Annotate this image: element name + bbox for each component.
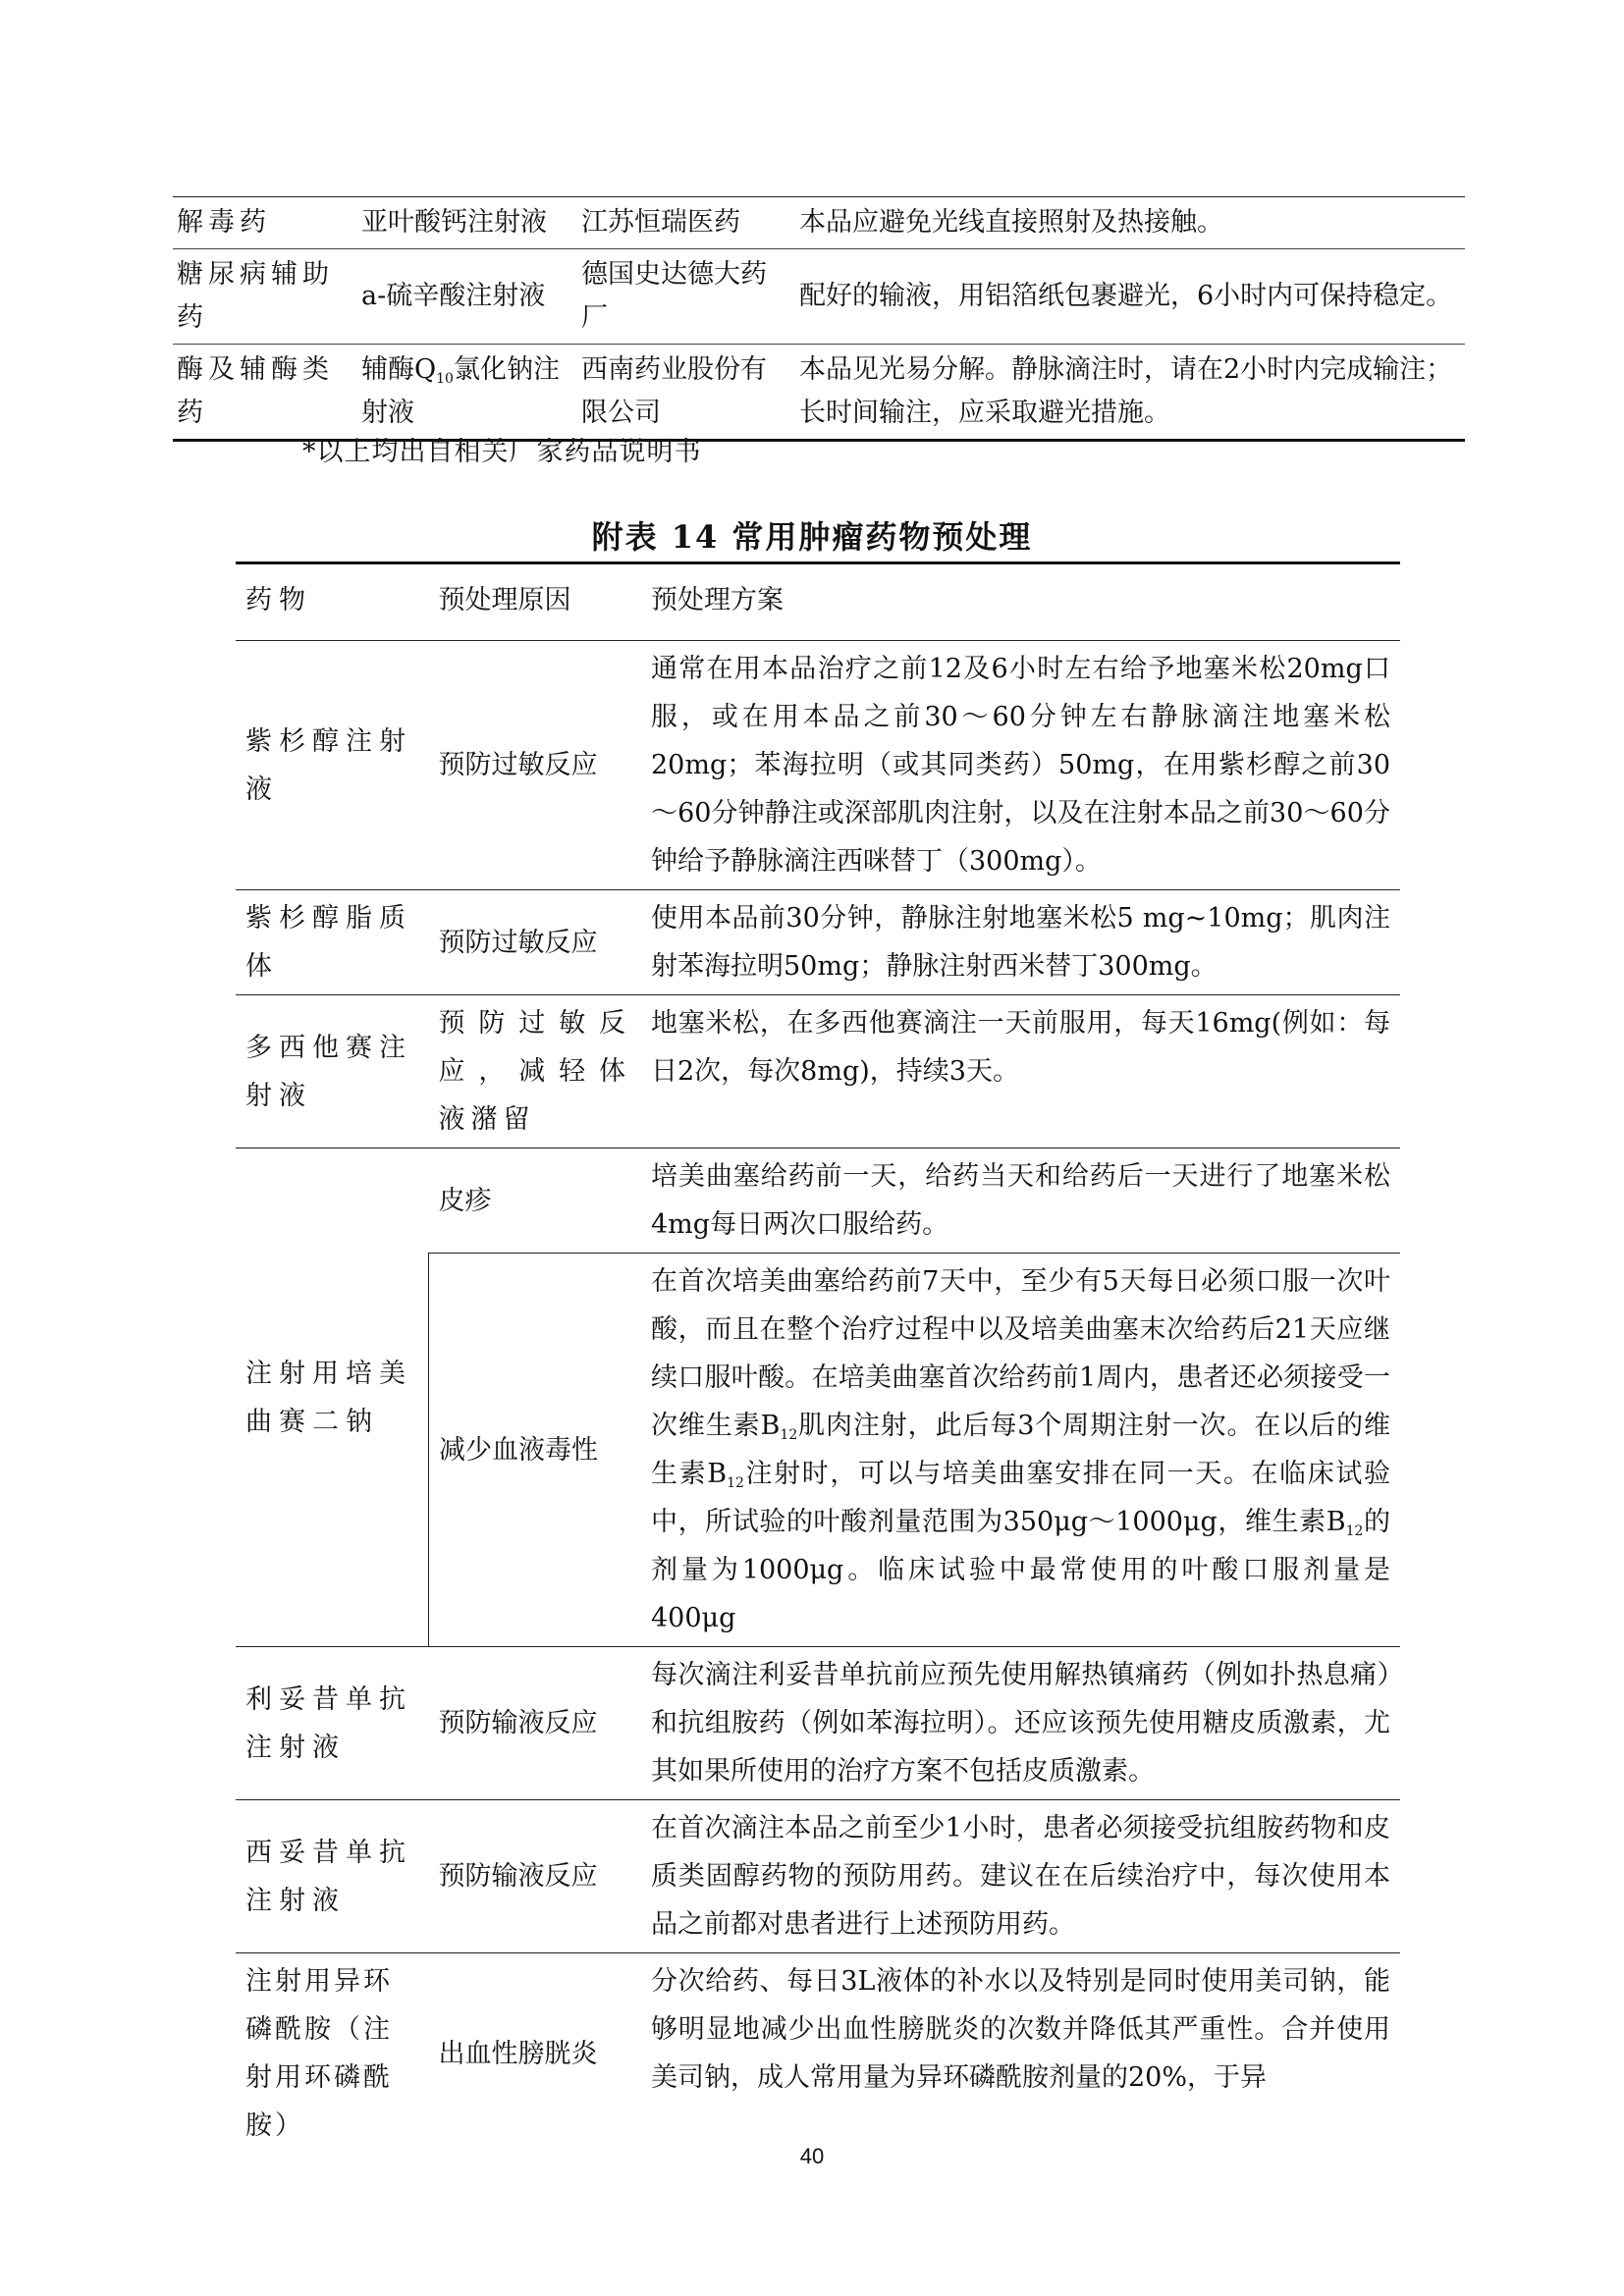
plan-cell: 在首次滴注本品之前至少1小时，患者必须接受抗组胺药物和皮质类固醇药物的预防用药。建议在在后续治疗中，每次使用本品之前都对患者进行上述预防用药。 — [641, 1800, 1400, 1953]
tumor-drug-pretreatment-table — [236, 561, 1400, 2154]
reason-cell: 预防输液反应 — [429, 1647, 642, 1800]
vitamin-subscript: 12 — [780, 1427, 798, 1443]
column-header-plan: 预处理方案 — [641, 563, 1400, 641]
drug-cell: 紫杉醇脂质体 — [236, 890, 429, 995]
drug-cell: 利妥昔单抗注射液 — [236, 1647, 429, 1800]
reason-cell: 预防过敏反应 — [429, 890, 642, 995]
page-number: 40 — [799, 2144, 825, 2168]
table-row — [173, 197, 1465, 249]
drug-storage-table-continued — [173, 196, 1465, 442]
table-row — [236, 890, 1400, 995]
note-cell: 配好的输液，用铝箔纸包裹避光，6小时内可保持稳定。 — [795, 249, 1465, 345]
table-row — [236, 641, 1400, 890]
drug-name-subscript: 10 — [436, 371, 454, 387]
table-row — [236, 1953, 1400, 2155]
table-row — [236, 1647, 1400, 1800]
drug-cell: 注射用异环磷酰胺（注射用环磷酰胺） — [236, 1953, 429, 2155]
maker-cell: 西南药业股份有限公司 — [577, 345, 795, 441]
drug-cell: a-硫辛酸注射液 — [357, 249, 577, 345]
drug-cell: 西妥昔单抗注射液 — [236, 1800, 429, 1953]
plan-cell: 地塞米松，在多西他赛滴注一天前服用，每天16mg(例如：每日2次，每次8mg)，持续3天。 — [641, 995, 1400, 1148]
drug-cell: 注射用培美曲赛二钠 — [236, 1148, 429, 1647]
table-header-row — [236, 563, 1400, 641]
drug-name-suffix: 氯化钠注射液 — [361, 354, 560, 428]
maker-cell: 江苏恒瑞医药 — [577, 197, 795, 249]
table-row — [236, 1800, 1400, 1953]
plan-text: 注射时，可以与培美曲塞安排在同一天。在临床试验中，所试验的叶酸剂量范围为350μg～1000μg，维生素B — [651, 1459, 1391, 1537]
plan-cell: 通常在用本品治疗之前12及6小时左右给予地塞米松20mg口服，或在用本品之前30～60分钟左右静脉滴注地塞米松20mg；苯海拉明（或其同类药）50mg，在用紫杉醇之前30～60分钟静注或深部肌肉注射，以及在注射本品之前30～60分钟给予静脉滴注西咪替丁（300mg）。 — [641, 641, 1400, 890]
category-cell: 解毒药 — [173, 197, 357, 249]
category-cell: 酶及辅酶类药 — [173, 345, 357, 441]
column-header-reason: 预处理原因 — [429, 563, 642, 641]
table-caption: 附表 14 常用肿瘤药物预处理 — [591, 518, 1033, 556]
note-cell: 本品见光易分解。静脉滴注时，请在2小时内完成输注；长时间输注，应采取避光措施。 — [795, 345, 1465, 441]
category-cell: 糖尿病辅助药 — [173, 249, 357, 345]
plan-cell — [641, 1254, 1400, 1647]
reason-cell: 出血性膀胱炎 — [429, 1953, 642, 2155]
plan-cell: 分次给药、每日3L液体的补水以及特别是同时使用美司钠，能够明显地减少出血性膀胱炎的次数并降低其严重性。合并使用美司钠，成人常用量为异环磷酰胺剂量的20%，于异 — [641, 1953, 1400, 2155]
drug-cell: 多西他赛注射液 — [236, 995, 429, 1148]
vitamin-subscript: 12 — [727, 1475, 744, 1491]
plan-text: 在首次培美曲塞给药前7天中，至少有5天每日必须口服一次叶酸，而且在整个治疗过程中以及培美曲塞末次给药后21天应继续口服叶酸。在培美曲塞首次给药前1周内，患者还必须接受一次维生素B — [651, 1266, 1390, 1441]
reason-cell: 预防过敏反应 — [429, 641, 642, 890]
plan-cell: 培美曲塞给药前一天，给药当天和给药后一天进行了地塞米松4mg每日两次口服给药。 — [641, 1148, 1400, 1254]
reason-cell: 减少血液毒性 — [429, 1254, 642, 1647]
plan-cell: 每次滴注利妥昔单抗前应预先使用解热镇痛药（例如扑热息痛）和抗组胺药（例如苯海拉明）。还应该预先使用糖皮质激素，尤其如果所使用的治疗方案不包括皮质激素。 — [641, 1647, 1400, 1800]
table-row — [173, 249, 1465, 345]
table-row — [236, 995, 1400, 1148]
table-footnote: *以上均出自相关厂家药品说明书 — [302, 437, 702, 467]
drug-cell: 紫杉醇注射液 — [236, 641, 429, 890]
note-cell: 本品应避免光线直接照射及热接触。 — [795, 197, 1465, 249]
column-header-drug: 药物 — [236, 563, 429, 641]
vitamin-subscript: 12 — [1345, 1523, 1364, 1539]
reason-cell: 皮疹 — [429, 1148, 642, 1254]
maker-cell: 德国史达德大药厂 — [577, 249, 795, 345]
reason-cell: 预防输液反应 — [429, 1800, 642, 1953]
plan-text: 肌肉注射，此后每3个周期注射一次。在以后的维生素B — [651, 1411, 1390, 1489]
drug-cell: 亚叶酸钙注射液 — [357, 197, 577, 249]
plan-text: 的剂量为1000μg。临床试验中最常使用的叶酸口服剂量是400μg — [651, 1507, 1390, 1633]
table-row — [236, 1148, 1400, 1254]
drug-cell — [357, 345, 577, 441]
reason-cell: 预防过敏反应，减轻体液潴留 — [429, 995, 642, 1148]
drug-name-prefix: 辅酶Q — [361, 354, 437, 385]
plan-cell: 使用本品前30分钟，静脉注射地塞米松5 mg~10mg；肌肉注射苯海拉明50mg；静脉注射西米替丁300mg。 — [641, 890, 1400, 995]
table-row — [173, 345, 1465, 441]
